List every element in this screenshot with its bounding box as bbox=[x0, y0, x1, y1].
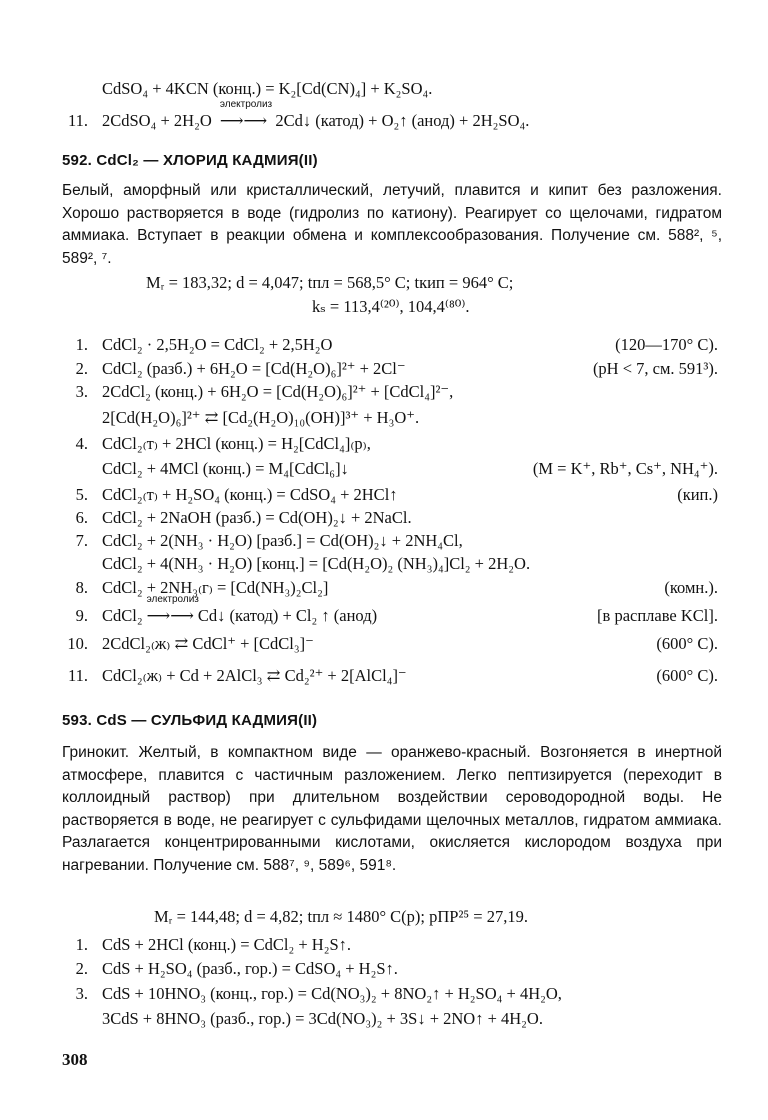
reaction-line bbox=[0, 484, 768, 506]
long-arrow-icon: ⟶⟶ bbox=[219, 111, 268, 130]
reaction-line bbox=[0, 433, 768, 455]
reaction-line bbox=[0, 633, 768, 655]
reaction-condition: (120—170° C). bbox=[615, 335, 718, 354]
reaction-equation: CdCl₂ + 4(NH₃ · H₂O) [конц.] = [Cd(H₂O)₂ (NH₃)₄]Cl₂ + 2H₂O. bbox=[102, 554, 531, 573]
reaction-number: 4. bbox=[75, 434, 88, 453]
reaction-condition: (комн.). bbox=[664, 578, 718, 597]
reaction-number: 7. bbox=[75, 531, 88, 550]
reaction-line bbox=[0, 958, 768, 980]
reaction-equation: CdCl₂₍т₎ + H₂SO₄ (конц.) = CdSO₄ + 2HCl↑ bbox=[102, 485, 398, 504]
arrow-label: электролиз bbox=[219, 99, 273, 110]
reaction-line bbox=[0, 381, 768, 403]
reaction-line bbox=[0, 594, 768, 627]
section-heading-593: 593. CdS — СУЛЬФИД КАДМИЯ(II) bbox=[62, 712, 318, 729]
reaction-condition: (600° C). bbox=[656, 634, 718, 653]
reaction-number: 3. bbox=[75, 382, 88, 401]
reaction-number: 5. bbox=[75, 485, 88, 504]
reaction-number: 10. bbox=[67, 634, 88, 653]
reaction-line bbox=[0, 983, 768, 1005]
properties-line: Mᵣ = 183,32; d = 4,047; tпл = 568,5° C; tкип = 964° C; bbox=[146, 273, 514, 292]
reaction-line bbox=[0, 334, 768, 356]
reaction-number: 2. bbox=[75, 359, 88, 378]
reaction-right-side: 2Cd↓ (катод) + O₂↑ (анод) + 2H₂SO₄. bbox=[275, 111, 530, 130]
reaction-equation: CdS + 2HCl (конц.) = CdCl₂ + H₂S↑. bbox=[102, 935, 351, 954]
reaction-number: 1. bbox=[75, 935, 88, 954]
reaction-equation: 2CdCl₂ (конц.) + 6H₂O = [Cd(H₂O)₆]²⁺ + [CdCl₄]²⁻, bbox=[102, 382, 454, 401]
reaction-condition: (pH < 7, см. 591³). bbox=[592, 359, 718, 378]
reaction-condition: [в расплаве KCl]. bbox=[597, 606, 718, 625]
reaction-left-side: 2CdSO₄ + 2H₂O bbox=[102, 111, 212, 130]
reaction-line bbox=[0, 530, 768, 552]
properties-line: kₛ = 113,4⁽²⁰⁾, 104,4⁽⁸⁰⁾. bbox=[312, 297, 470, 316]
reaction-line bbox=[0, 577, 768, 599]
reaction-line bbox=[0, 934, 768, 956]
reaction-number: 3. bbox=[75, 984, 88, 1003]
reaction-equation: CdCl₂ (разб.) + 6H₂O = [Cd(H₂O)₆]²⁺ + 2Cl⁻ bbox=[102, 359, 406, 378]
properties-line: Mᵣ = 144,48; d = 4,82; tпл ≈ 1480° C(p); pПР²⁵ = 27,19. bbox=[154, 907, 528, 926]
reaction-equation: 3CdS + 8HNO₃ (разб., гор.) = 3Cd(NO₃)₂ + 3S↓ + 2NO↑ + 4H₂O. bbox=[102, 1009, 543, 1028]
reaction-line bbox=[0, 99, 768, 132]
reaction-left-side: CdCl₂ bbox=[102, 606, 143, 625]
reaction-condition: (600° C). bbox=[656, 666, 718, 685]
reaction-equation: CdCl₂ + 2NH₃₍г₎ = [Cd(NH₃)₂Cl₂] bbox=[102, 578, 329, 597]
section-description-593: Гринокит. Желтый, в компактном виде — оранжево-красный. Возгоняется в инертной атмосфере, плавится с частичным разложением. Легко пептизируется (переходит в коллоидный раствор) при длительном воздействии сероводородной воды. Не растворяется в воде, не реагирует с сульфидами щелочных металлов, гидратом аммиака. Разлагается концентрированными кислотами, окисляется кислородом воздуха при нагревании. Получение см. 588⁷, ⁹, 589⁶, 591⁸. bbox=[62, 744, 722, 874]
reaction-equation bbox=[102, 594, 378, 627]
reaction-equation: CdCl₂ + 2(NH₃ · H₂O) [разб.] = Cd(OH)₂↓ + 2NH₄Cl, bbox=[102, 531, 463, 550]
reaction-equation: CdS + 10HNO₃ (конц., гор.) = Cd(NO₃)₂ + 8NO₂↑ + H₂SO₄ + 4H₂O, bbox=[102, 984, 562, 1003]
reaction-line bbox=[0, 665, 768, 687]
reaction-number: 8. bbox=[75, 578, 88, 597]
arrow-label: электролиз bbox=[146, 594, 199, 605]
electrolysis-arrow bbox=[219, 99, 273, 132]
reaction-number: 11. bbox=[67, 111, 88, 130]
reaction-equation bbox=[102, 99, 530, 132]
electrolysis-arrow bbox=[146, 594, 199, 627]
reaction-line bbox=[0, 1008, 768, 1030]
reaction-line bbox=[0, 407, 768, 429]
section-description-592: Белый, аморфный или кристаллический, летучий, плавится и кипит без разложения. Хорошо растворяется в воде (гидролиз по катиону). Реагирует со щелочами, гидратом аммиака. Вступает в реакции обмена и комплексообразования. Получение см. 588², ⁵, 589², ⁷. bbox=[62, 182, 722, 267]
reaction-line bbox=[0, 78, 768, 100]
reaction-equation: 2[Cd(H₂O)₆]²⁺ ⇄ [Cd₂(H₂O)₁₀(OH)]³⁺ + H₃O⁺. bbox=[102, 408, 420, 427]
reaction-condition: (кип.) bbox=[677, 485, 718, 504]
reaction-equation: 2CdCl₂₍ж₎ ⇄ CdCl⁺ + [CdCl₃]⁻ bbox=[102, 634, 314, 653]
reaction-line bbox=[0, 507, 768, 529]
reaction-number: 1. bbox=[75, 335, 88, 354]
reaction-right-side: Cd↓ (катод) + Cl₂ ↑ (анод) bbox=[197, 606, 378, 625]
reaction-equation: CdS + H₂SO₄ (разб., гор.) = CdSO₄ + H₂S↑. bbox=[102, 959, 398, 978]
reaction-equation: CdCl₂ + 2NaOH (разб.) = Cd(OH)₂↓ + 2NaCl. bbox=[102, 508, 412, 527]
reaction-line bbox=[0, 358, 768, 380]
reaction-equation: CdCl₂ + 4MCl (конц.) = M₄[CdCl₆]↓ bbox=[102, 459, 349, 478]
page-number: 308 bbox=[62, 1050, 88, 1069]
reaction-equation: CdCl₂₍т₎ + 2HCl (конц.) = H₂[CdCl₄]₍р₎, bbox=[102, 434, 371, 453]
section-heading-592: 592. CdCl₂ — ХЛОРИД КАДМИЯ(II) bbox=[62, 152, 318, 169]
reaction-number: 11. bbox=[67, 666, 88, 685]
reaction-number: 2. bbox=[75, 959, 88, 978]
reaction-number: 9. bbox=[75, 606, 88, 625]
reaction-line bbox=[0, 553, 768, 575]
reaction-number: 6. bbox=[75, 508, 88, 527]
reaction-equation: CdCl₂₍ж₎ + Cd + 2AlCl₃ ⇄ Cd₂²⁺ + 2[AlCl₄]⁻ bbox=[102, 666, 407, 685]
reaction-condition: (M = K⁺, Rb⁺, Cs⁺, NH₄⁺). bbox=[532, 459, 718, 478]
long-arrow-icon: ⟶⟶ bbox=[146, 606, 194, 625]
reaction-equation: CdCl₂ · 2,5H₂O = CdCl₂ + 2,5H₂O bbox=[102, 335, 333, 354]
reaction-equation: CdSO₄ + 4KCN (конц.) = K₂[Cd(CN)₄] + K₂SO₄. bbox=[102, 79, 433, 98]
reaction-line bbox=[0, 458, 768, 480]
